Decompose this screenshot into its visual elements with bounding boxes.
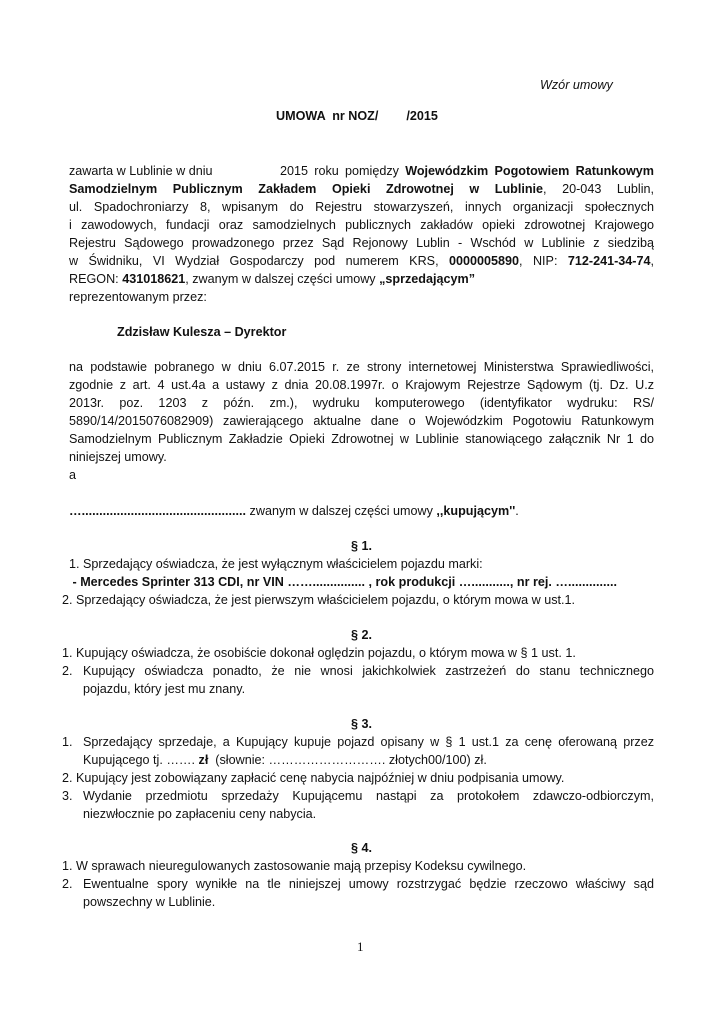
- intro-line-4: i zawodowych, fundacji oraz samodzielnych publicznych zakładów opieki zdrowotnej Krajowego: [69, 218, 654, 232]
- page-number: 1: [357, 939, 364, 954]
- representative: Zdzisław Kulesza – Dyrektor: [117, 325, 287, 339]
- krs-number: 0000005890: [449, 254, 520, 268]
- intro-line-2: Samodzielnym Publicznym Zakładem Opieki Zdrowotnej w Lublinie, 20-043 Lublin,: [69, 182, 654, 196]
- seller-name-1: Wojewódzkim Pogotowiem Ratunkowym: [405, 164, 654, 178]
- section-2-title: § 2.: [350, 628, 372, 642]
- vehicle-details: - Mercedes Sprinter 313 CDI, nr VIN ……............... , rok produkcji …..........., nr rej. …..............: [69, 575, 617, 589]
- intro-line-3: ul. Spadochroniarzy 8, wpisanym do Rejestru stowarzyszeń, innych organizacji społecznych: [69, 200, 654, 214]
- section-4-item-2-line-1: Ewentualne spory wynikłe na tle niniejszej umowy rozstrzygać będzie rzeczowo właściwy sąd: [83, 877, 654, 891]
- section-2-item-2-line-2: pojazdu, który jest mu znany.: [83, 682, 246, 696]
- nip-number: 712-241-34-74: [567, 254, 651, 268]
- section-1-item-1: 1. Sprzedający oświadcza, że jest wyłącznym właścicielem pojazdu marki:: [69, 557, 483, 571]
- section-4-item-2-num: 2.: [62, 877, 73, 891]
- section-3-item-2: 2. Kupujący jest zobowiązany zapłacić cenę nabycia najpóźniej w dniu podpisania umowy.: [62, 771, 565, 785]
- buyer-placeholder: …...............................................: [69, 504, 247, 518]
- section-3-item-3-line-2: niezwłocznie po zapłaceniu ceny nabycia.: [83, 807, 317, 821]
- basis-line-6: niniejszej umowy.: [69, 450, 167, 464]
- intro-line-6: w Świdniku, VI Wydział Gospodarczy pod numerem KRS, 0000005890, NIP: 712-241-34-74,: [69, 254, 654, 268]
- section-2-item-2-line-1: Kupujący oświadcza ponadto, że nie wnosi jakichkolwiek zastrzeżeń do stanu technicznego: [83, 664, 654, 678]
- section-3-item-3-line-1: Wydanie przedmiotu sprzedaży Kupującemu nastąpi za protokołem zdawczo-odbiorczym,: [83, 789, 654, 803]
- section-1-title: § 1.: [350, 539, 372, 553]
- intro-line-7: REGON: 431018621, zwanym w dalszej części umowy „sprzedającym”: [69, 272, 475, 286]
- basis-line-5: Samodzielnym Publicznym Zakładzie Opieki Zdrowotnej w Lublinie stanowiącego załącznik Nr 1 do: [69, 432, 654, 446]
- conjunction-a: a: [69, 468, 77, 482]
- regon-number: 431018621: [122, 272, 186, 286]
- intro-line-1: [69, 162, 654, 180]
- section-4-title: § 4.: [350, 841, 372, 855]
- basis-line-3: 2013r. poz. 1203 z późn. zm.), wydruku komputerowego (identyfikator wydruku: RS/: [69, 396, 654, 410]
- section-2-item-2-num: 2.: [62, 664, 73, 678]
- section-4-item-1: 1. W sprawach nieuregulowanych zastosowanie mają przepisy Kodeksu cywilnego.: [62, 859, 527, 873]
- section-3-item-1-num: 1.: [62, 735, 73, 749]
- intro-place-date: zawarta w Lublinie w dniu: [69, 164, 213, 178]
- section-3-item-1-line-2: Kupującego tj. ……. zł (słownie: ………………………. złotych00/100) zł.: [83, 753, 487, 767]
- section-1-item-2: 2. Sprzedający oświadcza, że jest pierwszym właścicielem pojazdu, o którym mowa w ust.1.: [62, 593, 576, 607]
- section-3-item-1-line-1: Sprzedający sprzedaje, a Kupujący kupuje pojazd opisany w § 1 ust.1 za cenę oferowaną przez: [83, 735, 654, 749]
- seller-name-2: Samodzielnym Publicznym Zakładem Opieki Zdrowotnej w Lublinie: [69, 182, 544, 196]
- seller-term: „sprzedającym”: [379, 272, 475, 286]
- section-3-item-3-num: 3.: [62, 789, 73, 803]
- contract-title: UMOWA nr NOZ/ /2015: [276, 109, 438, 123]
- currency-zl: zł: [198, 753, 209, 767]
- section-2-item-1: 1. Kupujący oświadcza, że osobiście dokonał oględzin pojazdu, o którym mowa w § 1 ust. 1.: [62, 646, 576, 660]
- buyer-term: ,,kupującym'': [436, 504, 516, 518]
- intro-line-5: Rejestru Sądowego prowadzonego przez Sąd Rejonowy Lublin - Wschód w Lublinie z siedzibą: [69, 236, 654, 250]
- template-label: Wzór umowy: [540, 78, 613, 92]
- basis-line-1: na podstawie pobranego w dniu 6.07.2015 r. ze strony internetowej Ministerstwa Sprawiedliwości,: [69, 360, 654, 374]
- basis-line-4: 5890/14/2015076082909) zawierającego aktualne dane o Wojewódzkim Pogotowiu Ratunkowym: [69, 414, 654, 428]
- intro-line-8: reprezentowanym przez:: [69, 290, 207, 304]
- intro-parties-start: 2015 roku pomiędzy Wojewódzkim Pogotowiem Ratunkowym: [280, 164, 654, 178]
- basis-line-2: zgodnie z art. 4 ust.4a a ustawy z dnia 20.08.1997r. o Krajowym Rejestrze Sądowym (tj. Dz. U.z: [69, 378, 654, 392]
- section-3-title: § 3.: [350, 717, 372, 731]
- buyer-line: …............................................... zwanym w dalszej części umowy ,,kupującym''.: [69, 504, 519, 518]
- section-4-item-2-line-2: powszechny w Lublinie.: [83, 895, 216, 909]
